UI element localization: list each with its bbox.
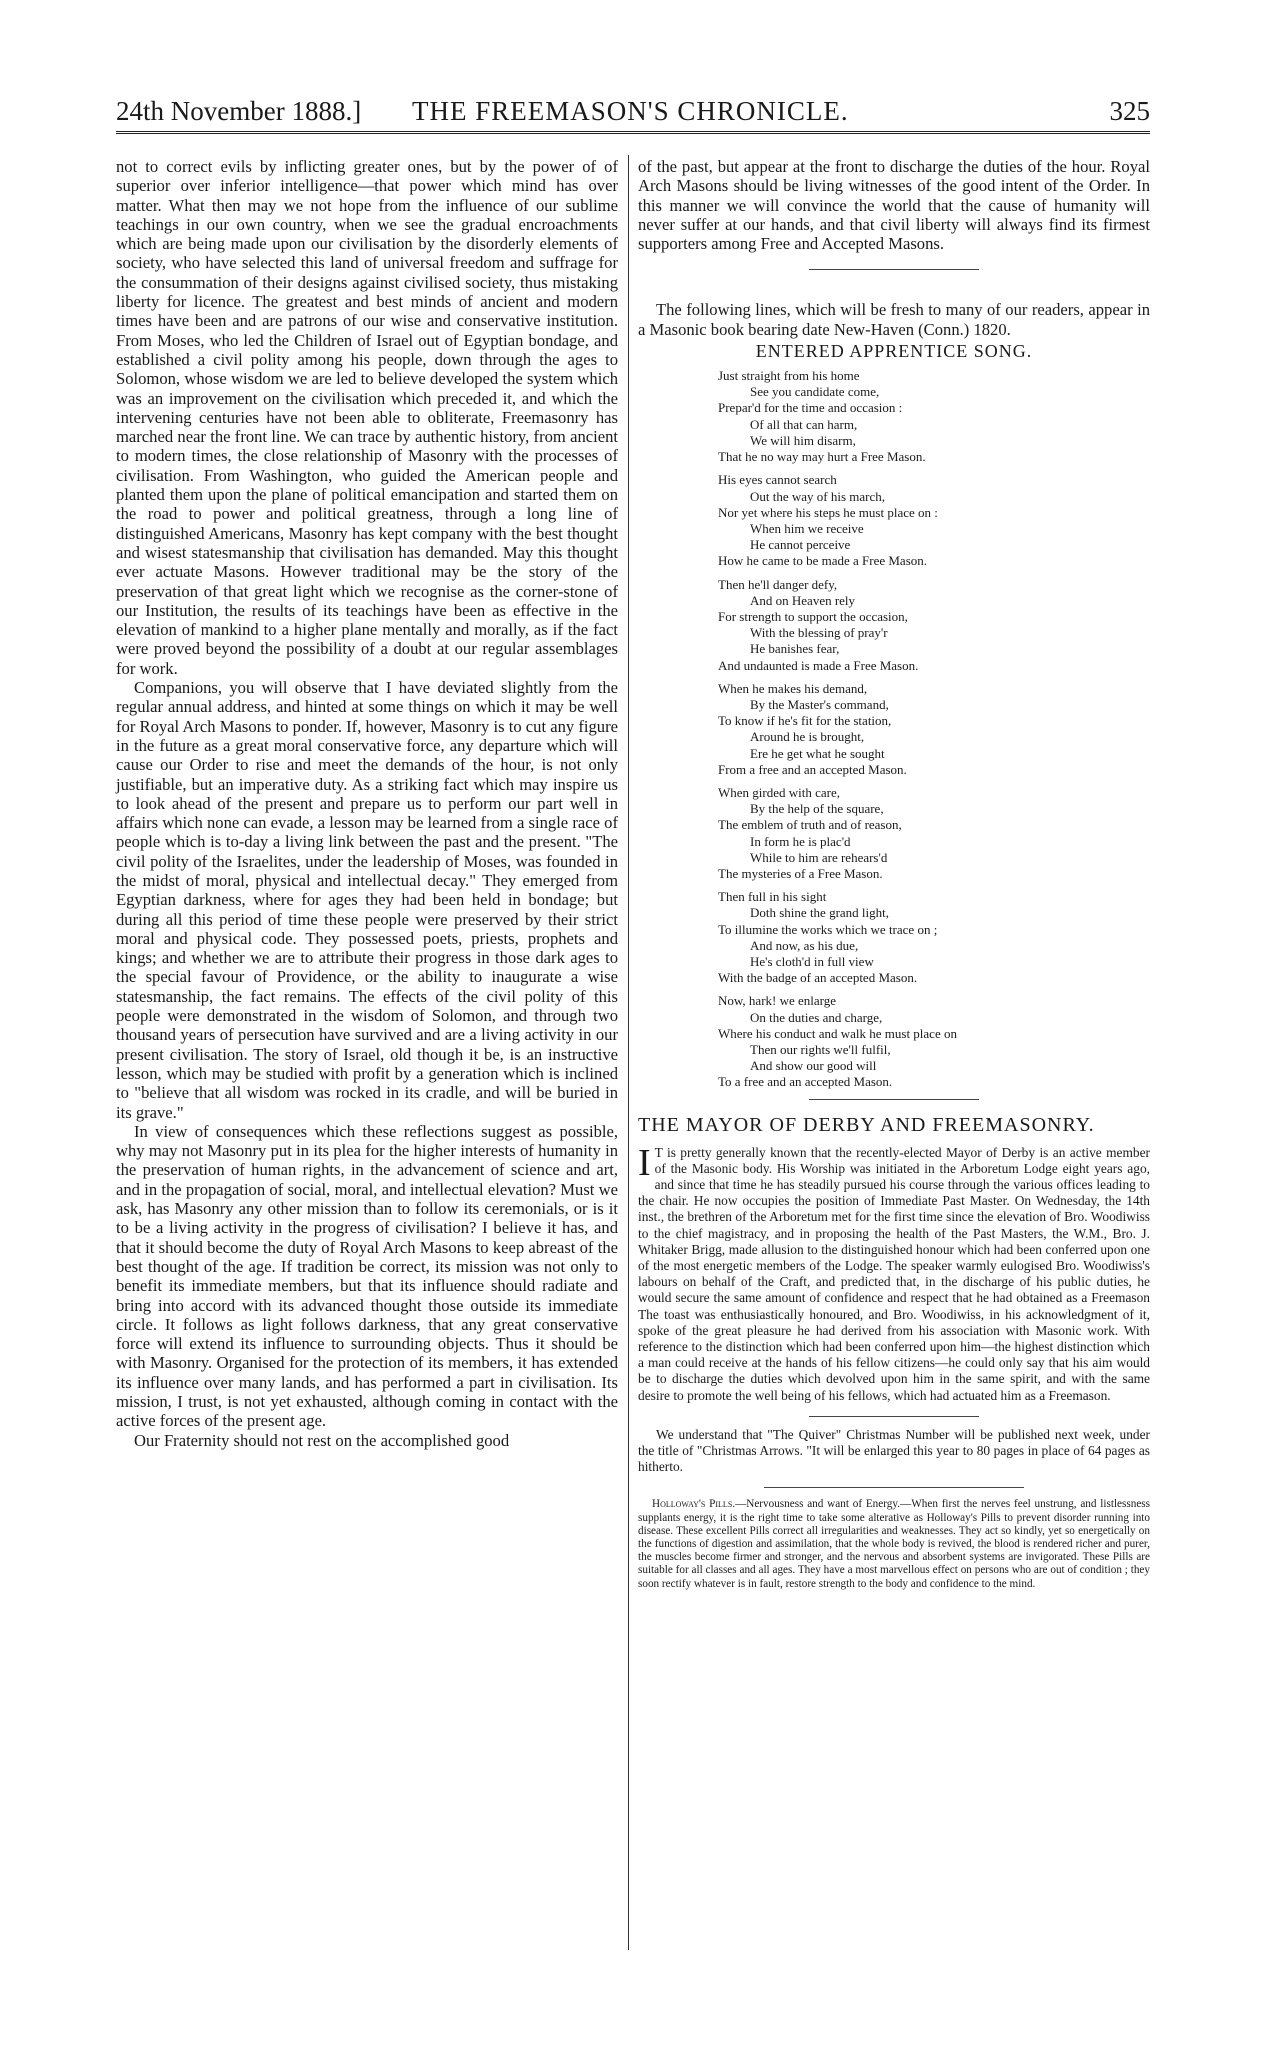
song-line: He cannot perceive (750, 537, 851, 553)
song-line: Out the way of his march, (750, 488, 886, 504)
song-line: Nor yet where his steps he must place on : (718, 504, 938, 520)
song-line: Now, hark! we enlarge (718, 993, 837, 1009)
song-stanza (718, 681, 1150, 778)
announcement-paragraph: We understand that "The Quiver" Christmas Number will be published next week, under the title of "Christmas Arrows. "It will be enlarged this year to 80 pages in place of 64 pages as hitherto. (638, 1426, 1150, 1475)
left-paragraph: Companions, you will observe that I have deviated slightly from the regular annual address, and hinted at some things on which it may be well for Royal Arch Masons to ponder. If, however, Masonry is to cut any figure in the future as a great moral conservative force, any departure which will cause our Order to rise and meet the demands of the hour, is not only justifiable, but an imperative duty. As a striking fact which may inspire us to look ahead of the present and prepare us to perform our part well in affairs which none can evade, a lesson may be learned from a single race of people which is to-day a living link between the past and the present. "The civil polity of the Israelites, under the leadership of Moses, was founded in the midst of moral, physical and intellectual decay." They emerged from Egyptian darkness, where for ages they had been held in bondage; but during all this period of time these people were preserved by their strict moral and physical code. They possessed poets, priests, prophets and kings; and whether we are to attribute their progress in those dark ages to the special favour of Providence, or the ability to inaugurate a wise statesmanship, the fact remains. The effects of the civil polity of this people were demonstrated in the wisdom of Solomon, and through two thousand years of persecution have survived and are a living activity in our present civilisation. The story of Israel, old though it be, is an instructive lesson, which may be studied with profit by a generation which is inclined to "believe that all wisdom was rocked in its cradle, and will be buried in its grave." (116, 678, 618, 1122)
song-line: By the Master's command, (750, 696, 889, 712)
column-divider (628, 155, 629, 1950)
song-stanza (718, 993, 1150, 1090)
song-line: Doth shine the grand light, (750, 905, 890, 921)
song-line: Just straight from his home (718, 368, 860, 384)
song-line: Around he is brought, (750, 729, 865, 745)
song-line: And show our good will (750, 1058, 877, 1074)
song-line: When he makes his demand, (718, 680, 868, 696)
song-stanza (718, 577, 1150, 674)
advertisement-notice (638, 1498, 1150, 1590)
right-column (638, 157, 1150, 1591)
song-stanza (718, 472, 1150, 569)
drop-cap: I (638, 1141, 651, 1184)
song-line: Prepar'd for the time and occasion : (718, 400, 903, 416)
song-line: From a free and an accepted Mason. (718, 761, 907, 777)
song-stanza (718, 889, 1150, 986)
article-text: T is pretty generally known that the recently-elected Mayor of Derby is an active member of the Masonic body. His Worship was initiated in the Arboretum Lodge eight years ago, and since that time he has steadily pursued his course through the various offices leading to the chair. He now occupies the position of Immediate Past Master. On Wednesday, the 14th inst., the brethren of the Arboretum met for the first time since the elevation of Bro. Woodiwiss to the chief magistracy, and in proposing the health of the Past Masters, the W.M., Bro. J. Whitaker Brigg, made allusion to the distinguished honour which had been conferred upon one of the most energetic members of the Lodge. The speaker warmly eulogised Bro. Woodiwiss's labours on behalf of the Craft, and predicted that, in the discharge of his public duties, he would secure the same amount of confidence and respect that he had obtained as a Freemason The toast was enthusiastically honoured, and Bro. Woodiwiss, in his acknowledgment of it, spoke of the great pleasure he had derived from his association with Masonic work. With reference to the distinction which had been conferred upon him—the highest distinction which a man could receive at the hands of his fellow citizens—he could only say that his aim would be to discharge the duties which devolved upon him in the same spirit, and with the same desire to promote the well being of his fellows, which had actuated him as a Freemason. (638, 1144, 1150, 1403)
song-line: The emblem of truth and of reason, (718, 817, 902, 833)
song-line: To know if he's fit for the station, (718, 713, 892, 729)
article-paragraph (638, 1141, 1150, 1404)
song-line: And undaunted is made a Free Mason. (718, 657, 919, 673)
song-line: We will him disarm, (750, 432, 856, 448)
left-paragraph: not to correct evils by inflicting greater ones, but by the power of of superior over inferior intelligence—that power which mind has over matter. What then may we not hope from the influence of our sublime teachings in our own country, when we see the gradual encroachments which are being made upon our civilisation by the disorderly elements of society, who have selected this land of universal freedom and suffrage for the consummation of their designs against civilised society, thus mistaking liberty for licence. The greatest and best minds of ancient and modern times have been and are patrons of our wise and conservative institution. From Moses, who led the Children of Israel out of Egyptian bondage, and established a civil polity among his people, down through the ages to Solomon, whose wisdom we are led to believe developed the system which was an improvement on the civilisation which preceded it, and which the intervening centuries have not been able to obliterate, Freemasonry has marched near the front line. We can trace by authentic history, from ancient to modern times, the close relationship of Masonry with the processes of civilisation. From Washington, who guided the American people and planted them upon the plane of political emancipation and started them on the road to power and political greatness, through a long line of distinguished Americans, Masonry has kept company with the best thought and wisest statesmanship that civilisation has demanded. May this thought ever actuate Masons. However traditional may be the story of the preservation of that great light which we recognise as the corner-stone of our Institution, the results of its teachings have been as effective in the elevation of mankind to a higher plane mentally and morally, as if the fact were proved beyond the possibility of a doubt at our regular assemblages for work. (116, 157, 618, 678)
song-line: Of all that can harm, (750, 416, 858, 432)
notice-body: —Nervousness and want of Energy.—When first the nerves feel unstrung, and listlessness supplants energy, it is the right time to take some alterative as Holloway's Pills to prevent disorder running into disease. These excellent Pills correct all irregularities and weaknesses. They act so kindly, yet so energetically on the functions of digestion and assimilation, that the whole body is revived, the blood is rendered richer and purer, the muscles become firmer and stronger, and the nervous and absorbent systems are invigorated. These Pills are suitable for all classes and all ages. They have a most marvellous effect on persons who are out of condition ; they soon rectify whatever is in fault, restore strength to the body and confidence to the mind. (638, 1498, 1150, 1590)
song-line: When him we receive (750, 520, 864, 536)
song-line: While to him are rehears'd (750, 849, 888, 865)
notice-heading: Holloway's Pills. (652, 1498, 736, 1511)
section-divider (809, 1099, 979, 1100)
song-line: With the blessing of pray'r (750, 625, 888, 641)
song-line: His eyes cannot search (718, 472, 837, 488)
issue-date: 24th November 1888.] (116, 96, 362, 126)
left-paragraph: Our Fraternity should not rest on the accomplished good (134, 1430, 510, 1450)
song-line: He's cloth'd in full view (750, 953, 874, 969)
section-divider (809, 269, 979, 270)
section-divider (764, 1487, 1024, 1488)
page-number: 325 (1109, 96, 1150, 126)
song-line: To a free and an accepted Mason. (718, 1074, 893, 1090)
song-line: By the help of the square, (750, 801, 884, 817)
article-title: THE MAYOR OF DERBY AND FREEMASONRY. (638, 1113, 1095, 1136)
song-line: That he no way may hurt a Free Mason. (718, 449, 926, 465)
song-stanza (718, 368, 1150, 465)
song-stanza (718, 785, 1150, 882)
masthead (116, 94, 1150, 128)
song-line: And now, as his due, (750, 937, 859, 953)
song-title: ENTERED APPRENTICE SONG. (755, 341, 1033, 362)
song-line: Ere he get what he sought (750, 745, 885, 761)
song-line: How he came to be made a Free Mason. (718, 553, 928, 569)
masthead-rule (116, 131, 1150, 134)
song-line: He banishes fear, (750, 641, 840, 657)
song-line: Then full in his sight (718, 889, 827, 905)
song-line: See you candidate come, (750, 384, 880, 400)
left-paragraph: In view of consequences which these reflections suggest as possible, why may not Masonry put in its plea for the higher interests of humanity in the preservation of human rights, in the advancement of science and art, and in the propagation of social, moral, and intellectual elevation? Must we ask, has Masonry any other mission than to follow its ceremonials, or is it to be a living activity in the progress of civilisation? I believe it has, and that it should become the duty of Royal Arch Masons to keep abreast of the best thought of the age. If tradition be correct, its mission was not only to benefit its immediate members, but that its influence should radiate and bring into accord with its advanced thought those outside its immediate circle. It follows as light follows darkness, that any great conservative force will extend its influence to surrounding objects. Thus it should be with Masonry. Organised for the protection of its members, it has extended its influence over many lands, and has performed a part in civilisation. Its mission, I trust, is not yet exhausted, although coming in contact with the active forces of the present age. (116, 1121, 618, 1431)
publication-title: THE FREEMASON'S CHRONICLE. (412, 96, 849, 126)
song-line: Where his conduct and walk he must place on (718, 1025, 957, 1041)
song-line: In form he is plac'd (750, 833, 851, 849)
song-line: With the badge of an accepted Mason. (718, 970, 918, 986)
continuation-paragraph: of the past, but appear at the front to discharge the duties of the hour. Royal Arch Masons should be living witnesses of the good intent of the Order. In this manner we will convince the world that the cause of humanity will never suffer at our hands, and that civil liberty will always find its firmest supporters among Free and Accepted Masons. (638, 157, 1150, 254)
left-column (116, 157, 618, 1450)
song-line: The mysteries of a Free Mason. (718, 865, 883, 881)
song-line: Then our rights we'll fulfil, (750, 1042, 891, 1057)
song-intro: The following lines, which will be fresh to many of our readers, appear in a Masonic book bearing date New-Haven (Conn.) 1820. (638, 300, 1150, 339)
section-divider (809, 1416, 979, 1417)
song-line: Then he'll danger defy, (718, 576, 838, 592)
song-line: And on Heaven rely (750, 592, 856, 608)
song-line: On the duties and charge, (750, 1009, 883, 1025)
song-line: When girded with care, (718, 784, 841, 800)
song-line: For strength to support the occasion, (718, 608, 908, 624)
song-line: To illumine the works which we trace on ; (718, 921, 938, 937)
song-verses (718, 368, 1150, 1091)
